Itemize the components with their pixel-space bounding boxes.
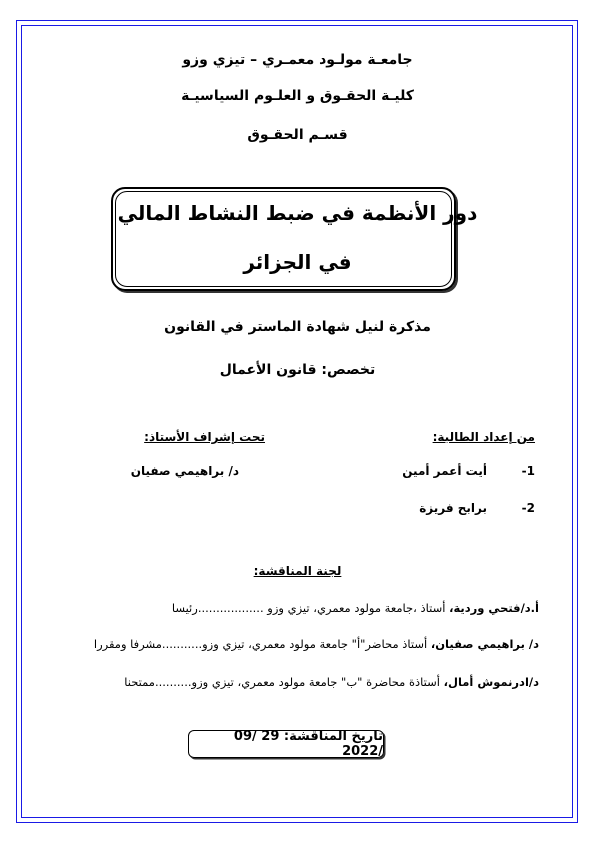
committee-label: لجنة المناقشة: (253, 564, 342, 578)
specialty: تخصص: قانون الأعمال (219, 362, 376, 378)
student-2 (419, 501, 535, 515)
thesis-title-line1: دور الأنظمة في ضبط النشاط المالي (117, 201, 478, 225)
committee-member-3 (124, 675, 539, 689)
student-1 (402, 464, 535, 478)
department-name: قسـم الحقـوق (247, 127, 348, 143)
defense-date: تاريخ المناقشة: 29 /09 /2022 (188, 730, 384, 758)
member-name: د/ براهيمي صفيان، (430, 637, 539, 651)
thesis-note: مذكرة لنيل شهادة الماستر في القانون (164, 319, 431, 335)
faculty-name: كليـة الحقـوق و العلـوم السياسيـة (181, 88, 414, 104)
page-border-inner (21, 25, 573, 818)
university-name: جامعـة مولـود معمـري – تيزي وزو (182, 52, 413, 68)
member-name: أ.د/فتحي وردية، (449, 601, 539, 615)
supervisor-label: تحت إشراف الأستاذ: (144, 430, 265, 444)
member-detail: أستاذ ،جامعة مولود معمري، تيزي وزو ..................رئيسا (171, 601, 450, 615)
student-number: 2- (521, 501, 535, 515)
committee-member-1 (172, 601, 539, 615)
student-number: 1- (521, 464, 535, 478)
member-detail: أستاذ محاضر"أ" جامعة مولود معمري، تيزي وزو...........مشرفا ومقررا (93, 637, 431, 651)
thesis-title-line2: في الجزائر (243, 250, 352, 274)
member-name: د/ادرنموش أمال، (443, 675, 539, 689)
committee-member-2 (94, 637, 539, 651)
student-name: برابح فريزة (419, 501, 487, 515)
member-detail: أستاذة محاضرة "ب" جامعة مولود معمري، تيزي وزو..........ممتحنا (124, 675, 444, 689)
supervisor-name: د/ براهيمي صفيان (130, 464, 239, 478)
student-name: أيت أعمر أمين (402, 464, 487, 478)
prepared-by-label: من إعداد الطالبة: (432, 430, 535, 444)
